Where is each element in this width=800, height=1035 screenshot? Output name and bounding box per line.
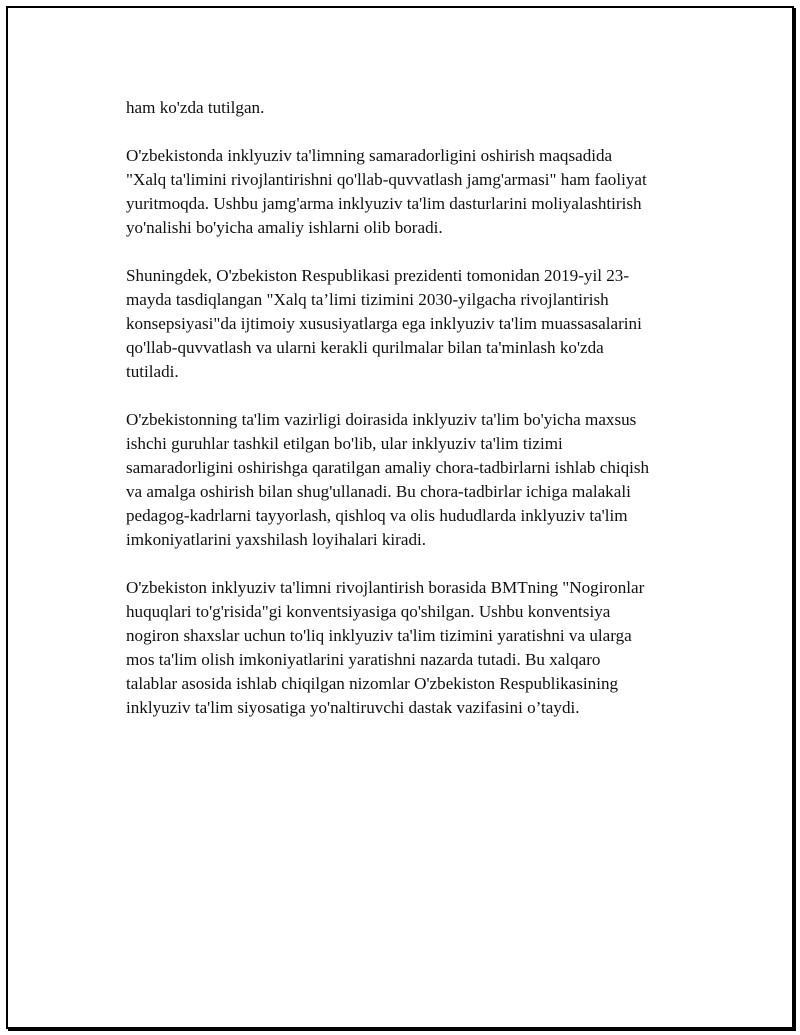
paragraph-5: O'zbekiston inklyuziv ta'limni rivojlantirish borasida BMTning "Nogironlar huquqlari to'g'risida"gi konventsiyasiga qo'shilgan. Ushbu konventsiya nogiron shaxslar uchun to'liq inklyuziv ta'lim tizimini yaratishni va ularga mos ta'lim olish imkoniyatlarini yaratishni nazarda tutadi. Bu xalqaro talablar asosida ishlab chiqilgan nizomlar O'zbekiston Respublikasining inklyuziv ta'lim siyosatiga yo'naltiruvchi dastak vazifasini o’taydi. xyxy=(126,578,645,717)
paragraph-2: O'zbekistonda inklyuziv ta'limning samaradorligini oshirish maqsadida "Xalq ta'limini rivojlantirishni qo'llab-quvvatlash jamg'armasi" ham faoliyat yuritmoqda. Ushbu jamg'arma inklyuziv ta'lim dasturlarini moliyalashtirish yo'nalishi bo'yicha amaliy ishlarni olib boradi. xyxy=(126,146,647,237)
document-page xyxy=(6,6,794,1029)
page-body xyxy=(126,96,688,744)
paragraph-1: ham ko'zda tutilgan. xyxy=(126,98,265,117)
paragraph-3: Shuningdek, O'zbekiston Respublikasi prezidenti tomonidan 2019-yil 23- mayda tasdiqlangan "Xalq ta’limi tizimini 2030-yilgacha rivojlantirish konsepsiyasi"da ijtimoiy xususiyatlarga ega inklyuziv ta'lim muassasalarini qo'llab-quvvatlash va ularni kerakli qurilmalar bilan ta'minlash ko'zda tutiladi. xyxy=(126,266,642,381)
paragraph-4: O'zbekistonning ta'lim vazirligi doirasida inklyuziv ta'lim bo'yicha maxsus ishchi guruhlar tashkil etilgan bo'lib, ular inklyuziv ta'lim tizimi samaradorligini oshirishga qaratilgan amaliy chora-tadbirlarni ishlab chiqish va amalga oshirish bilan shug'ullanadi. Bu chora-tadbirlar ichiga malakali pedagog-kadrlarni tayyorlash, qishloq va olis hududlarda inklyuziv ta'lim imkoniyatlarini yaxshilash loyihalari kiradi. xyxy=(126,410,650,549)
